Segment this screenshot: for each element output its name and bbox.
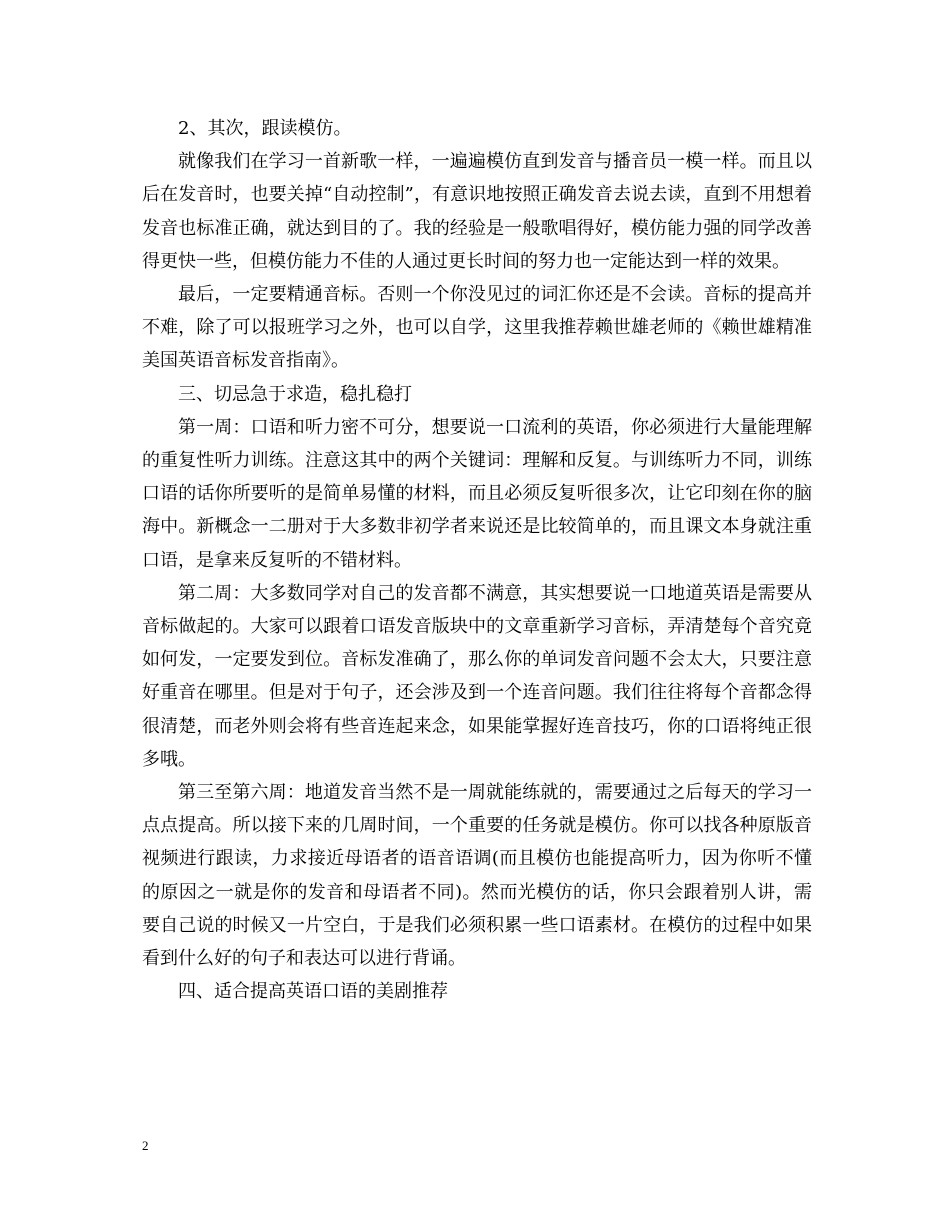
- section-heading-tv-recommendations: 四、适合提高英语口语的美剧推荐: [178, 981, 448, 1003]
- document-body: [142, 112, 812, 1008]
- section-heading-steady-progress: 三、切忌急于求造，稳扎稳打: [178, 383, 412, 405]
- paragraph-week-one: 第一周：口语和听力密不可分，想要说一口流利的英语，你必须进行大量能理解的重复性听力训练。注意这其中的两个关键词：理解和反复。与训练听力不同，训练口语的话你所要听的是简单易懂的材料，而且必须反复听很多次，让它印刻在你的脑海中。新概念一二册对于大多数非初学者来说还是比较简单的，而且课文本身就注重口语，是拿来反复听的不错材料。: [142, 416, 812, 571]
- page-number: 2: [142, 1138, 149, 1153]
- paragraph-weeks-three-to-six: 第三至第六周：地道发音当然不是一周就能练就的，需要通过之后每天的学习一点点提高。所以接下来的几周时间，一个重要的任务就是模仿。你可以找各种原版音视频进行跟读，力求接近母语者的语音语调(而且模仿也能提高听力，因为你听不懂的原因之一就是你的发音和母语者不同)。然而光模仿的话，你只会跟着别人讲，需要自己说的时候又一片空白，于是我们必须积累一些口语素材。在模仿的过程中如果看到什么好的句子和表达可以进行背诵。: [142, 782, 812, 970]
- paragraph-imitate-song: 就像我们在学习一首新歌一样，一遍遍模仿直到发音与播音员一模一样。而且以后在发音时，也要关掉“自动控制”，有意识地按照正确发音去说去读，直到不用想着发音也标准正确，就达到目的了。我的经验是一般歌唱得好，模仿能力强的同学改善得更快一些，但模仿能力不佳的人通过更长时间的努力也一定能达到一样的效果。: [142, 151, 812, 272]
- paragraph-follow-read: 2、其次，跟读模仿。: [178, 118, 352, 139]
- paragraph-week-two: 第二周：大多数同学对自己的发音都不满意，其实想要说一口地道英语是需要从音标做起的。大家可以跟着口语发音版块中的文章重新学习音标，弄清楚每个音究竟如何发，一定要发到位。音标发准确了，那么你的单词发音问题不会太大，只要注意好重音在哪里。但是对于句子，还会涉及到一个连音问题。我们往往将每个音都念得很清楚，而老外则会将有些音连起来念，如果能掌握好连音技巧，你的口语将纯正很多哦。: [142, 582, 812, 770]
- paragraph-phonetics: 最后，一定要精通音标。否则一个你没见过的词汇你还是不会读。音标的提高并不难，除了可以报班学习之外，也可以自学，这里我推荐赖世雄老师的《赖世雄精准美国英语音标发音指南》。: [142, 284, 812, 372]
